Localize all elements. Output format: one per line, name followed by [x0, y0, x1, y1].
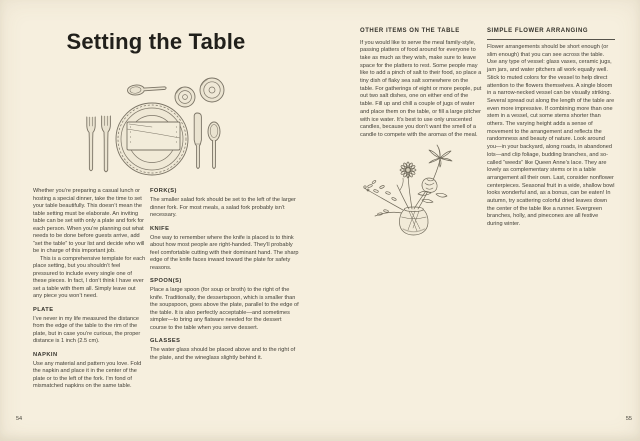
- water-glass-icon: [200, 78, 224, 102]
- section-body-spoons: Place a large spoon (for soup or broth) to the right of the knife. Traditionally, the dessertspoon, which is smaller than the soupspoon, goes above the plate, parallel to the edge of the table. It is also perfectly acceptable—and sometimes simpler—to bring any flatware needed for the dessert course to the table when you serve dessert.: [150, 287, 299, 331]
- place-setting-illustration: [80, 66, 230, 178]
- section-body-glasses: The water glass should be placed above and to the right of the plate, and the wineglass slightly behind it.: [150, 347, 296, 361]
- section-heading-forks: FORK(S): [150, 188, 177, 194]
- intro-paragraph-2: This is a comprehensive template for each place setting, but you shouldn’t feel pressured to include every single one of these pieces. In fact, I don’t think I have ever set a table with them all. Simply leave out any piece you won’t need.: [33, 255, 146, 299]
- dessert-spoon-icon: [127, 83, 166, 96]
- knife-icon: [194, 113, 201, 169]
- intro-paragraph-1: Whether you’re preparing a casual lunch or hosting a special dinner, take the time to set your table beautifully. This doesn’t mean the table setting must be elaborate. An inviting table can be set with only a plate and fork for each person. When you’re planning out what needs to be done before guests arrive, add “set the table” to your list and decide who will be in charge of this important job.: [33, 188, 145, 254]
- left-page-column-1: [33, 188, 146, 391]
- napkin-icon: [127, 122, 180, 150]
- section-heading-spoons: SPOON(S): [150, 278, 182, 284]
- lily-flower-icon: [429, 145, 452, 167]
- section-heading-other-items: OTHER ITEMS ON THE TABLE: [360, 28, 460, 34]
- section-body-knife: One way to remember where the knife is placed is to think about how most people are right-handed. They’ll probably feel comfortable cutting with their dominant hand. The sharp edge of the knife faces inward toward the plate for safety reasons.: [150, 234, 299, 271]
- section-heading-glasses: GLASSES: [150, 338, 181, 344]
- section-heading-flower-arranging: SIMPLE FLOWER ARRANGING: [487, 28, 615, 40]
- section-body-other-items: If you would like to serve the meal family-style, passing platters of food around for everyone to take as much as they wish, make sure to leave space for the platters to rest. Some people may like to add a pinch of salt to their food, so place a tiny dish of flaky sea salt somewhere on the table. For gatherings of eight or more people, put out two salt dishes, one on either end of the table. Fill up and chill a couple of jugs of water and place them on the table, or fill a large pitcher with ice water. It’s best to use only unscented candles, because you don’t want the smell of a candle to compete with the aromas of the meal.: [360, 39, 482, 138]
- page-title: Setting the Table: [66, 29, 246, 54]
- page-number-left: 54: [16, 416, 23, 422]
- flower-vase-illustration: [356, 144, 460, 238]
- section-heading-knife: KNIFE: [150, 225, 170, 232]
- place-setting-drawing: [80, 66, 230, 178]
- section-heading-plate: PLATE: [33, 306, 54, 313]
- dinner-fork-icon: [102, 116, 111, 172]
- soup-spoon-icon: [208, 122, 220, 169]
- flower-vase-drawing: [356, 144, 460, 238]
- section-heading-napkin: NAPKIN: [33, 351, 58, 358]
- section-body-forks: The smaller salad fork should be set to the left of the larger dinner fork. For most meals, a salad fork probably isn’t necessary.: [150, 197, 296, 218]
- left-page-column-2: [150, 188, 299, 362]
- page-number-right: 55: [625, 416, 632, 422]
- peony-bud-icon: [422, 178, 437, 192]
- vase-icon: [399, 207, 428, 235]
- section-body-flower-arranging: Flower arrangements should be short enough (or slim enough) that you can see across the table. Use any type of vessel: glass vases, ceramic jugs, jam jars, and water pitchers all work equally well. Stick to muted colors for the vessel to help direct attention to the flowers themselves. A single bloom in a narrow-necked vessel can be visually striking. Several spread out along the length of the table are even more impressive. If combining more than one stem in a vessel, cut some stems shorter than others. The varying height adds a sense of movement to the arrangement and reflects the randomness and beauty of nature. Look around you—in your backyard, along roads, in abandoned lots—and clip foliage, budding branches, and so-called “weeds” like Queen Anne’s lace. They are lovely as complementary stems or in a table arrangement all their own. Last, consider nonflower centerpieces. Seasonal fruit in a wide, shallow bowl looks wonderful and, as a bonus, can be eaten! In autumn, try scattering colorful dried leaves down the center of the table like a runner. Evergreen branches, holly, and pinecones are all festive during winter.: [487, 44, 615, 228]
- wine-glass-icon: [175, 87, 195, 107]
- right-page-column-1: [360, 28, 482, 140]
- salad-fork-icon: [87, 117, 95, 171]
- right-page-column-2: [487, 28, 615, 229]
- section-body-napkin: Use any material and pattern you love. Fold the napkin and place it in the center of the plate or to the left of the fork. I’m fond of mismatched napkins on the same table.: [33, 360, 142, 389]
- section-body-plate: I’ve never in my life measured the distance from the edge of the table to the rim of the plate, but in case you’re curious, the proper distance is 1 inch (2.5 cm).: [33, 315, 141, 344]
